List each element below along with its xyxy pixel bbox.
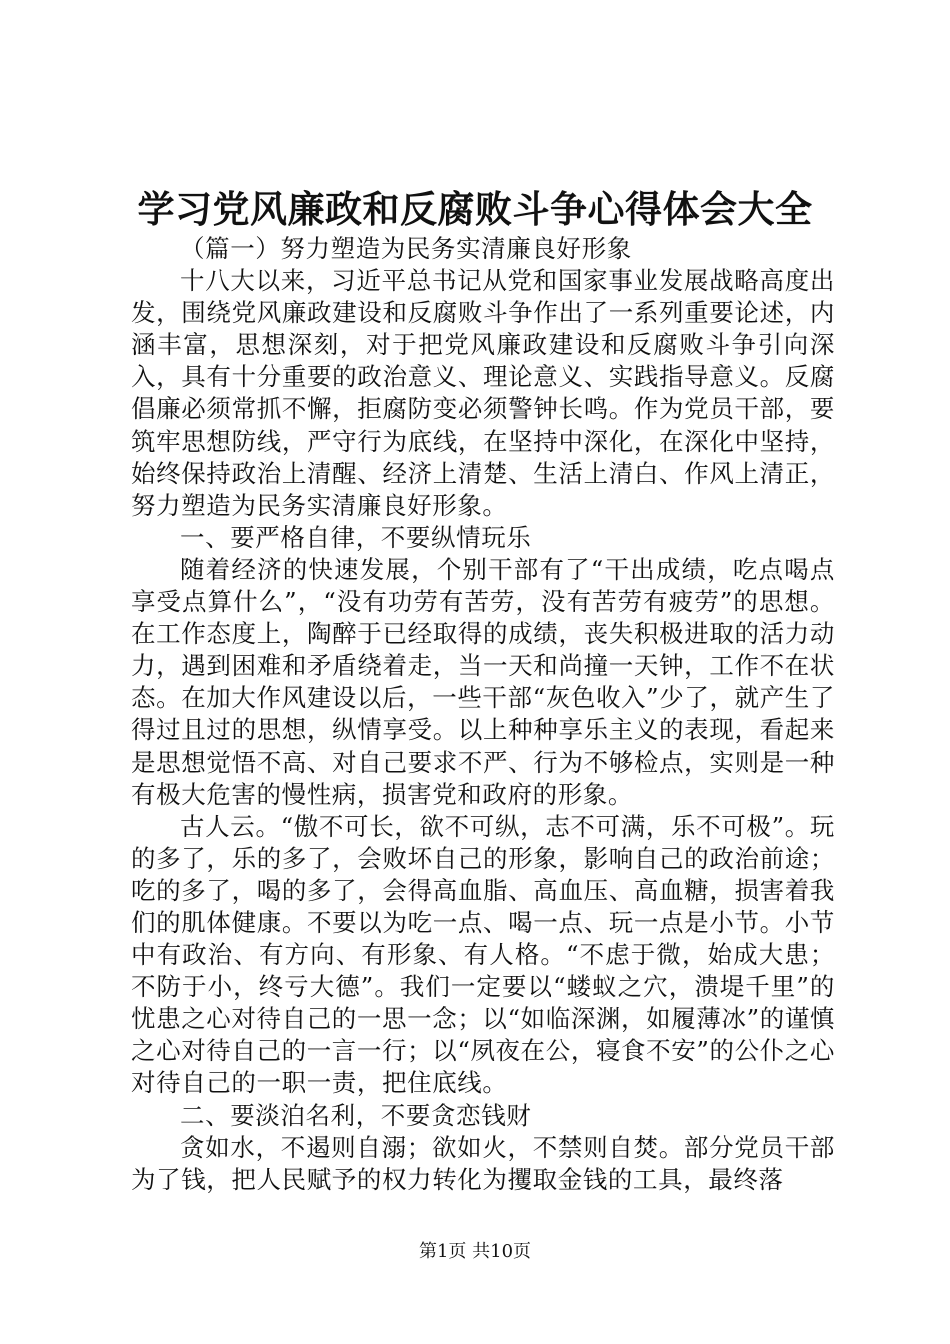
paragraph: 十八大以来，习近平总书记从党和国家事业发展战略高度出发，围绕党风廉政建设和反腐败斗争作出了一系列重要论述，内涵丰富，思想深刻，对于把党风廉政建设和反腐败斗争引向深入，具有十分重要的政治意义、理论意义、实践指导意义。反腐倡廉必须常抓不懈，拒腐防变必须警钟长鸣。作为党员干部，要筑牢思想防线，严守行为底线，在坚持中深化，在深化中坚持，始终保持政治上清醒、经济上清楚、生活上清白、作风上清正，努力塑造为民务实清廉良好形象。 — [131, 266, 835, 520]
page-footer: 第1页 共10页 — [418, 1241, 532, 1262]
paragraph: 贪如水，不遏则自溺；欲如火，不禁则自焚。部分党员干部为了钱，把人民赋予的权力转化为攫取金钱的工具，最终落 — [131, 1132, 835, 1194]
paragraph-section-heading: （篇一）努力塑造为民务实清廉良好形象 — [180, 234, 632, 263]
document-body — [131, 233, 835, 1196]
document-title: 学习党风廉政和反腐败斗争心得体会大全 — [137, 187, 813, 231]
paragraph: 随着经济的快速发展，个别干部有了“干出成绩，吃点喝点享受点算什么”，“没有功劳有苦劳，没有苦劳有疲劳”的思想。在工作态度上，陶醉于已经取得的成绩，丧失积极进取的活力动力，遇到困难和矛盾绕着走，当一天和尚撞一天钟，工作不在状态。在加大作风建设以后，一些干部“灰色收入”少了，就产生了得过且过的思想，纵情享受。以上种种享乐主义的表现，看起来是思想觉悟不高、对自己要求不严、行为不够检点，实则是一种有极大危害的慢性病，损害党和政府的形象。 — [131, 554, 835, 809]
paragraph-subheading: 一、要严格自律，不要纵情玩乐 — [180, 522, 532, 552]
paragraph-subheading: 二、要淡泊名利，不要贪恋钱财 — [180, 1100, 532, 1130]
paragraph: 古人云。“傲不可长，欲不可纵，志不可满，乐不可极”。玩的多了，乐的多了，会败坏自己的形象，影响自己的政治前途；吃的多了，喝的多了，会得高血脂、高血压、高血糖，损害着我们的肌体健康。不要以为吃一点、喝一点、玩一点是小节。小节中有政治、有方向、有形象、有人格。“不虑于微，始成大患；不防于小，终亏大德”。我们一定要以“蝼蚁之穴，溃堤千里”的忧患之心对待自己的一思一念；以“如临深渊，如履薄冰”的谨慎之心对待自己的一言一行；以“夙夜在公，寝食不安”的公仆之心对待自己的一职一责，把住底线。 — [131, 811, 835, 1098]
